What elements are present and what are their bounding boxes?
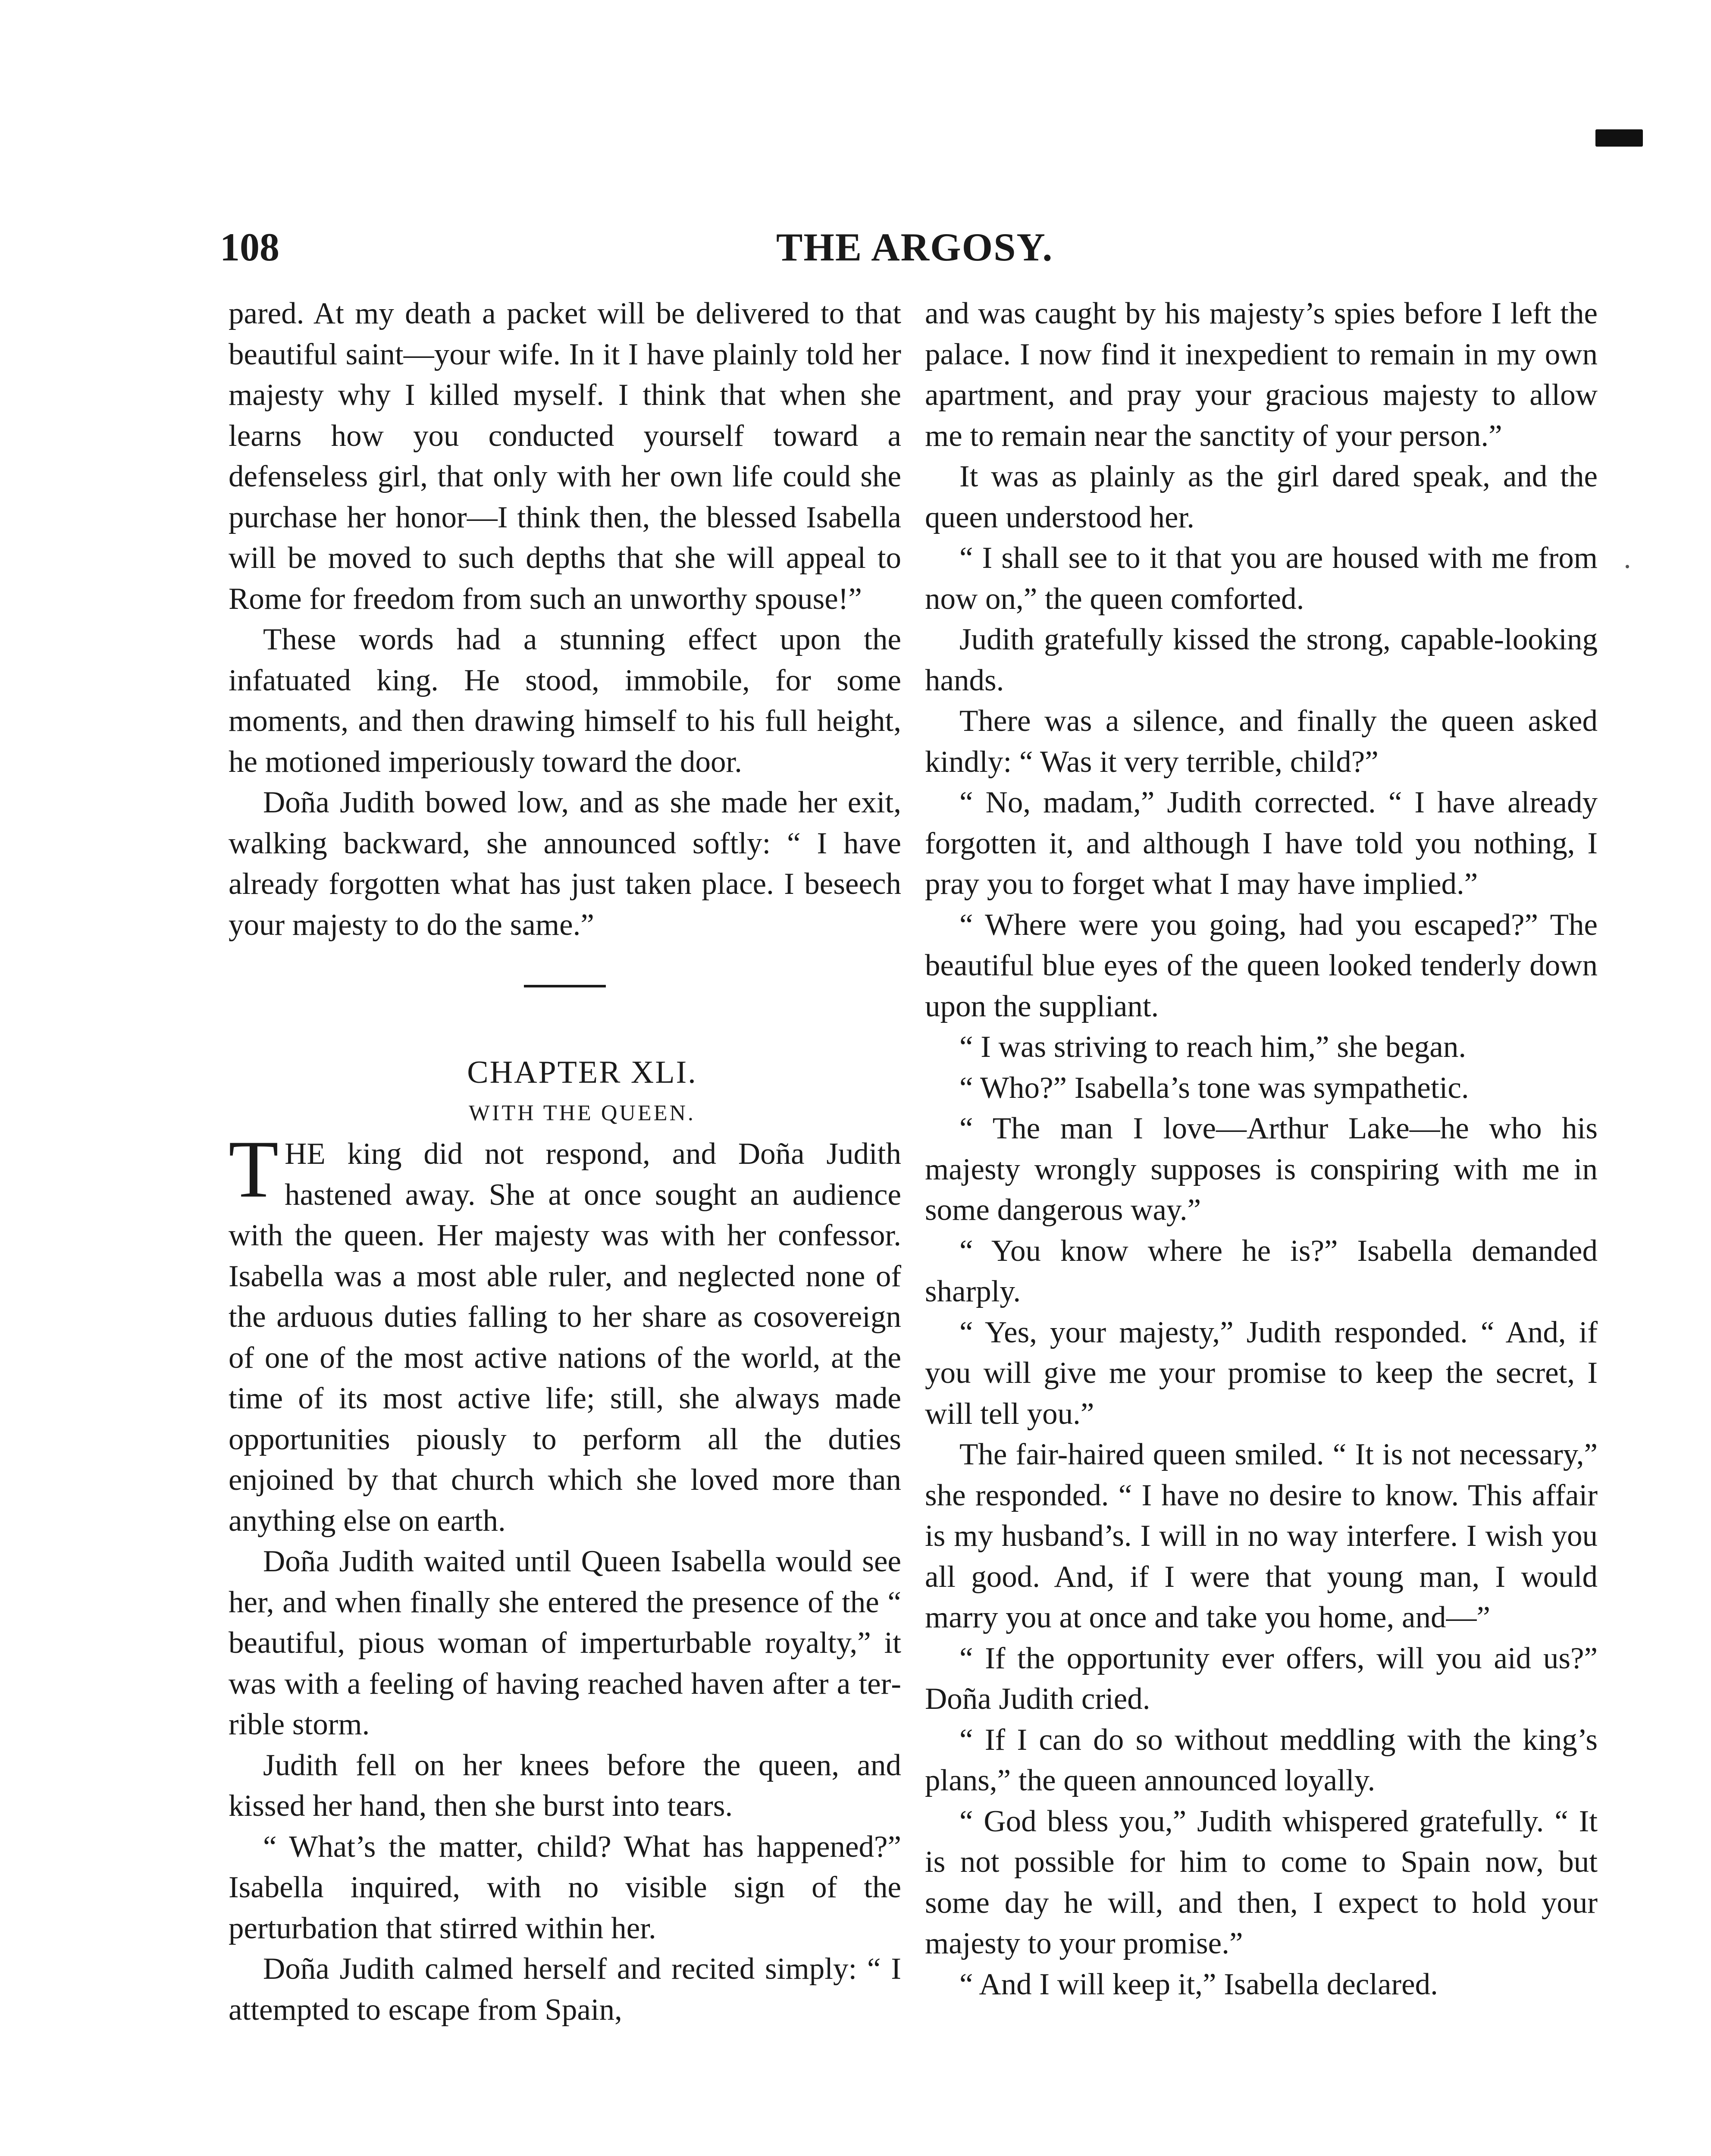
paragraph: “ The man I love—Arthur Lake—he who his majesty wrongly supposes is conspiring with me in some dangerous way.” bbox=[925, 1112, 1598, 1227]
paragraph: Judith fell on her knees before the queen, and kissed her hand, then she burst into tears. bbox=[229, 1748, 901, 1823]
paragraph: Judith gratefully kissed the strong, capable-looking hands. bbox=[925, 623, 1598, 697]
ink-mark bbox=[1595, 129, 1643, 147]
paragraph: “ Yes, your majesty,” Judith responded. “ And, if you will give me your promise to keep the secret, I will tell you.” bbox=[925, 1315, 1598, 1431]
drop-cap: T bbox=[229, 1124, 279, 1215]
paragraph: It was as plainly as the girl dared speak, and the queen understood her. bbox=[925, 460, 1598, 534]
paragraph: There was a silence, and finally the queen asked kindly: “ Was it very terrible, child?” bbox=[925, 704, 1598, 779]
paragraph: These words had a stunning effect upon the infatuated king. He stood, immobile, for some moments, and then drawing himself to his full height, he motioned imperiously toward the door. bbox=[229, 623, 901, 779]
paragraph: “ Where were you going, had you escaped?” The beautiful blue eyes of the queen looked tenderly down upon the suppliant. bbox=[925, 908, 1598, 1023]
paragraph: “ God bless you,” Judith whispered gratefully. “ It is not possible for him to come to Spain now, but some day he will, and then, I expect to hold your majesty to your promise.” bbox=[925, 1804, 1598, 1960]
chapter-title: CHAPTER XLI. bbox=[467, 1055, 697, 1090]
chapter-subtitle: WITH THE QUEEN. bbox=[468, 1100, 696, 1125]
paragraph: “ And I will keep it,” Isabella declared. bbox=[959, 1967, 1438, 2001]
right-column bbox=[925, 293, 1598, 2005]
paragraph-text: HE king did not respond, and Doña Judith hastened away. She at once sought an audience with the queen. Her majesty was with her confessor. Isabella was a most able ruler, and neglected none of the arduous duties falling to her share as cosovereign of one of the most active nations of the world, at the time of its most active life; still, she always made opportunities piously to perform all the duties enjoined by that church which she loved more than anything else on earth. bbox=[229, 1137, 901, 1538]
left-column bbox=[229, 293, 901, 2030]
paragraph: Doña Judith calmed herself and recited simply: “ I attempted to escape from Spain, bbox=[229, 1952, 901, 2027]
running-head: THE ARGOSY. bbox=[776, 225, 1053, 269]
paragraph: pared. At my death a packet will be delivered to that beautiful saint—your wife. In it I have plainly told her majesty why I killed myself. I think that when she learns how you conducted yourself toward a defenseless girl, that only with her own life could she purchase her honor—I think then, the blessed Isabella will be moved to such depths that she will appeal to Rome for freedom from such an unworthy spouse!” bbox=[229, 297, 901, 616]
paragraph: and was caught by his majesty’s spies before I left the palace. I now find it inexpedient to remain in my own apartment, and pray your gracious majesty to allow me to remain near the sanctity of your person.” bbox=[925, 297, 1598, 453]
page-number: 108 bbox=[220, 225, 279, 269]
paragraph: “ What’s the matter, child? What has happened?” Isabella inquired, with no visible sign of the perturbation that stirred within her. bbox=[229, 1830, 901, 1945]
paragraph: “ If I can do so without meddling with the king’s plans,” the queen announced loyally. bbox=[925, 1723, 1598, 1797]
chapter-opening-paragraph bbox=[229, 1124, 901, 1541]
print-speck bbox=[1626, 565, 1629, 568]
section-divider bbox=[524, 985, 606, 987]
paragraph: “ No, madam,” Judith corrected. “ I have already forgotten it, and although I have told you nothing, I pray you to forget what I may have implied.” bbox=[925, 786, 1598, 901]
paragraph: “ I was striving to reach him,” she began. bbox=[959, 1030, 1467, 1064]
paragraph: Doña Judith bowed low, and as she made her exit, walking backward, she announced softly: “ I have already forgotten what has just taken place. I beseech your majesty to do the same.” bbox=[229, 786, 901, 942]
paragraph: “ Who?” Isabella’s tone was sympathetic. bbox=[959, 1071, 1469, 1105]
paragraph: “ You know where he is?” Isabella demanded sharply. bbox=[925, 1234, 1598, 1308]
paragraph: “ If the opportunity ever offers, will you aid us?” Doña Judith cried. bbox=[925, 1641, 1598, 1716]
paragraph: Doña Judith waited until Queen Isabella would see her, and when finally she entered the presence of the “ beautiful, pious woman of imperturbable royalty,” it was with a feeling of having reached haven after a terrible storm. bbox=[229, 1545, 901, 1741]
paragraph: The fair-haired queen smiled. “ It is not necessary,” she responded. “ I have no desire to know. This affair is my husband’s. I will in no way interfere. I wish you all good. And, if I were that young man, I would marry you at once and take you home, and—” bbox=[925, 1438, 1598, 1634]
paragraph: “ I shall see to it that you are housed with me from now on,” the queen comforted. bbox=[925, 541, 1598, 616]
